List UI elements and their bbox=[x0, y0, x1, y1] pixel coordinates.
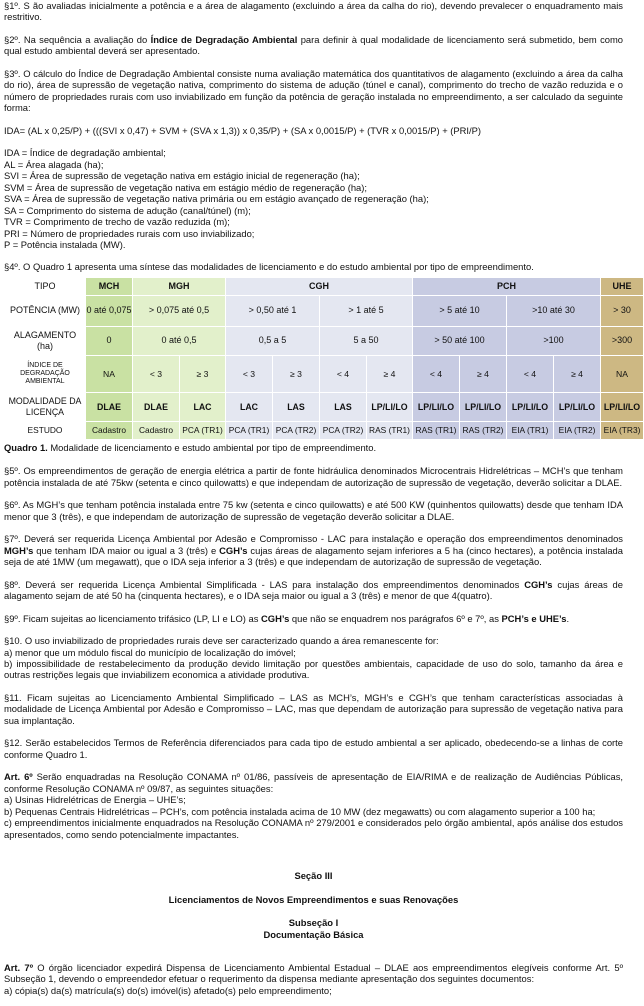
table-header-row bbox=[5, 277, 644, 295]
p7-text: que tenham IDA maior ou igual a 3 (três) e bbox=[33, 544, 220, 556]
table-cell: < 4 bbox=[507, 355, 554, 392]
definition-item: SA = Comprimento do sistema de adução (canal/túnel) (m); bbox=[4, 204, 251, 216]
paragraph-7 bbox=[4, 533, 623, 567]
table-cell: ≥ 4 bbox=[554, 355, 601, 392]
art6-label: Art. 6º bbox=[4, 771, 33, 783]
p7-bold-mgh: MGH’s bbox=[4, 544, 34, 556]
table-cell: Cadastro bbox=[133, 421, 180, 439]
art6-text: Serão enquadradas na Resolução CONAMA nº 01/86, passíveis de apresentação de EIA/RIMA e de realização de Audiências Públicas, conforme Resolução CONAMA nº 09/87, as seguintes situações: bbox=[4, 771, 624, 794]
table-row-ida bbox=[5, 355, 644, 392]
paragraph-12: §12. Serão estabelecidos Termos de Referência diferenciados para cada tipo de estudo ambiental a ser aplicado, obedecendo-se a linhas de corte conforme Quadro 1. bbox=[4, 737, 623, 760]
table-cell: >100 bbox=[507, 326, 601, 355]
table-cell: LAC bbox=[226, 392, 273, 421]
table-row-estudo bbox=[5, 421, 644, 439]
paragraph-2-text-end: para definir à qual modalidade de licenciamento será submetido, bem como qual estudo ambiental deverá ser apresentado. bbox=[4, 33, 624, 57]
paragraph-2-text: §2º. Na sequência a avaliação do bbox=[4, 33, 151, 45]
table-cell: > 5 até 10 bbox=[413, 295, 507, 326]
table-cell: 5 a 50 bbox=[320, 326, 413, 355]
quadro-1-table bbox=[4, 277, 644, 440]
table-cell: 0,5 a 5 bbox=[226, 326, 320, 355]
paragraph-4: §4º. O Quadro 1 apresenta uma síntese das modalidades de licenciamento e do estudo ambiental por tipo de empreendimento. bbox=[4, 261, 534, 273]
paragraph-11: §11. Ficam sujeitas ao Licenciamento Ambiental Simplificado – LAS as MCH’s, MGH’s e CGH’s que tenham características associadas à modalidade de Licença Ambiental por Adesão e Compromisso – LAC, mas que dependam de autorização para supressão de vegetação nativa para sua implantação. bbox=[4, 691, 623, 726]
table-cell: LP/LI/LO bbox=[413, 392, 460, 421]
paragraph-10 bbox=[4, 635, 623, 681]
table-cell: EIA (TR1) bbox=[507, 421, 554, 439]
variable-definitions bbox=[4, 147, 623, 250]
table-cell: < 3 bbox=[226, 355, 273, 392]
table-cell: LP/LI/LO bbox=[507, 392, 554, 421]
section-title: Seção III bbox=[294, 870, 333, 882]
table-cell: < 4 bbox=[413, 355, 460, 392]
header-pch: PCH bbox=[413, 277, 601, 295]
table-cell: NA bbox=[86, 355, 133, 392]
table-cell: > 0,50 até 1 bbox=[226, 295, 320, 326]
p8-bold-cgh: CGH’s bbox=[524, 578, 553, 590]
definition-item: SVM = Área de supressão de vegetação nativa em estágio médio de regeneração (ha); bbox=[4, 181, 367, 193]
p9-bold-cgh: CGH’s bbox=[261, 612, 290, 624]
caption-label: Quadro 1. bbox=[4, 441, 48, 453]
caption-text: Modalidade de licenciamento e estudo ambiental por tipo de empreendimento. bbox=[47, 441, 377, 453]
row-label: ESTUDO bbox=[5, 421, 86, 439]
row-label: ÍNDICE DE DEGRADAÇÃO AMBIENTAL bbox=[5, 355, 86, 392]
paragraph-2-bold: Índice de Degradação Ambiental bbox=[150, 33, 298, 45]
table-cell: LP/LI/LO bbox=[367, 392, 413, 421]
list-item: a) menor que um módulo fiscal do município de localização do imóvel; bbox=[4, 646, 296, 658]
paragraph-9 bbox=[4, 613, 623, 624]
table-caption bbox=[4, 442, 623, 453]
p9-bold-pch-uhe: PCH’s e UHE’s bbox=[501, 612, 567, 624]
subsection-subtitle: Documentação Básica bbox=[263, 928, 364, 940]
list-item: c) empreendimentos inicialmente enquadrados na Resolução CONAMA nº 279/2001 e considerados pelo órgão ambiental, após análise dos estudos apresentados, como sendo potencialmente impactantes. bbox=[4, 817, 623, 840]
section-subtitle: Licenciamentos de Novos Empreendimentos e suas Renovações bbox=[168, 893, 459, 905]
paragraph-5: §5º. Os empreendimentos de geração de energia elétrica a partir de fonte hidráulica denominados Microcentrais Hidrelétricas – MCH’s que tenham potência instalada de até 75kw (setenta e cinco quilowatts) e que independam de autorização de supressão de vegetação, deverão solicitar a DLAE. bbox=[4, 465, 623, 488]
header-tipo: TIPO bbox=[5, 277, 86, 295]
definition-item: AL = Área alagada (ha); bbox=[4, 158, 104, 170]
p9-text: que não se enquadrem nos parágrafos 6º e 7º, as bbox=[289, 612, 502, 624]
table-cell: PCA (TR2) bbox=[320, 421, 367, 439]
list-item: b) impossibilidade de restabelecimento da produção devido limitação por questões ambientais, capacidade de uso do solo, tamanho da área e outras restrições legais que inviabilizem economica a atividade produtiva. bbox=[4, 658, 623, 681]
table-cell: RAS (TR1) bbox=[367, 421, 413, 439]
table-cell: LP/LI/LO bbox=[460, 392, 507, 421]
art7-label: Art. 7º bbox=[4, 961, 33, 973]
p9-text: . bbox=[566, 612, 570, 624]
table-cell: ≥ 4 bbox=[460, 355, 507, 392]
definition-item: P = Potência instalada (MW). bbox=[4, 238, 126, 250]
p9-text: §9º. Ficam sujeitas ao licenciamento trifásico (LP, LI e LO) as bbox=[4, 612, 262, 624]
table-cell: > 30 bbox=[601, 295, 644, 326]
article-6 bbox=[4, 771, 623, 794]
p8-text: §8º. Deverá ser requerida Licença Ambiental Simplificada - LAS para instalação dos empreendimentos denominados bbox=[4, 578, 525, 590]
table-cell: < 4 bbox=[320, 355, 367, 392]
article-7 bbox=[4, 962, 623, 985]
ida-formula: IDA= (AL x 0,25/P) + (((SVI x 0,47) + SVM + (SVA x 1,3)) x 0,35/P) + (SA x 0,0015/P) + (TVR x 0,0015/P) + (PRI/P) bbox=[4, 124, 482, 136]
table-cell: >10 até 30 bbox=[507, 295, 601, 326]
table-row-alagamento bbox=[5, 326, 644, 355]
table-cell: Cadastro bbox=[86, 421, 133, 439]
paragraph-6: §6º. As MGH’s que tenham potência instalada entre 75 kw (setenta e cinco quilowatts) e até 500 KW (quinhentos quilowatts) desde que tenham IDA menor que 3 (três), e que independam de autorização de supressão de vegetação deverão solicitar a DLAE. bbox=[4, 499, 623, 522]
table-cell: LP/LI/LO bbox=[601, 392, 644, 421]
paragraph-1: §1º. S ão avaliadas inicialmente a potência e a área de alagamento (excluindo a área da calha do rio), devendo prevalecer o enquadramento mais restritivo. bbox=[4, 0, 623, 23]
art7-text: O órgão licenciador expedirá Dispensa de Licenciamento Ambiental Estadual – DLAE aos empreendimentos elegíveis conforme Art. 5º Subseção 1, devendo o empreendedor efetuar o requerimento da dispensa mediante apresentação dos seguintes documentos: bbox=[4, 961, 623, 985]
table-cell: PCA (TR1) bbox=[226, 421, 273, 439]
header-cgh: CGH bbox=[226, 277, 413, 295]
paragraph-3: §3º. O cálculo do Índice de Degradação Ambiental consiste numa avaliação matemática dos quantitativos de alagamento (excluindo a área da calha do rio), área de supressão de vegetação nativa, comprimento do sistema de adução (túnel e canal), comprimento do trecho de vazão reduzida e o número de propriedades rurais com uso inviabilizado em função da potência de geração instalada no empreendimento, a ser calculado da seguinte forma: bbox=[4, 67, 623, 114]
table-cell: 0 até 0,5 bbox=[133, 326, 226, 355]
header-uhe: UHE bbox=[601, 277, 644, 295]
table-cell: LAS bbox=[273, 392, 320, 421]
list-item: b) Pequenas Centrais Hidrelétricas – PCH’s, com potência instalada acima de 10 MW (dez megawatts) ou com alagamento superior a 100 ha; bbox=[4, 805, 596, 817]
table-cell: ≥ 4 bbox=[367, 355, 413, 392]
table-cell: ≥ 3 bbox=[273, 355, 320, 392]
table-cell: EIA (TR2) bbox=[554, 421, 601, 439]
table-row-potencia bbox=[5, 295, 644, 326]
row-label: ALAGAMENTO (ha) bbox=[5, 326, 86, 355]
table-cell: NA bbox=[601, 355, 644, 392]
p7-text: cujas áreas de alagamento sejam inferiores a 5 ha (cinco hectares), a potência instalada seja de até 1MW (um megawatt), que o IDA seja inferior a 3 (três) e que independam de autorização de supressão de vegetação. bbox=[4, 544, 623, 568]
table-cell: LAC bbox=[180, 392, 226, 421]
row-label: POTÊNCIA (MW) bbox=[5, 295, 86, 326]
table-cell: < 3 bbox=[133, 355, 180, 392]
p7-bold-cgh: CGH’s bbox=[219, 544, 248, 556]
table-cell: RAS (TR2) bbox=[460, 421, 507, 439]
article-6-items bbox=[4, 794, 623, 840]
table-cell: 0 bbox=[86, 326, 133, 355]
table-cell: > 0,075 até 0,5 bbox=[133, 295, 226, 326]
list-item: a) Usinas Hidrelétricas de Energia – UHE’s; bbox=[4, 794, 186, 806]
p7-text: §7º. Deverá ser requerida Licença Ambiental por Adesão e Compromisso - LAC para instalação e operação dos empreendimentos denominados bbox=[4, 533, 623, 545]
header-mgh: MGH bbox=[133, 277, 226, 295]
subsection-title: Subseção I bbox=[288, 917, 339, 929]
paragraph-8 bbox=[4, 579, 623, 602]
paragraph-2 bbox=[4, 34, 623, 57]
table-cell: DLAE bbox=[86, 392, 133, 421]
row-label: MODALIDADE DA LICENÇA bbox=[5, 392, 86, 421]
table-cell: LAS bbox=[320, 392, 367, 421]
table-cell: DLAE bbox=[133, 392, 180, 421]
definition-item: IDA = Índice de degradação ambiental; bbox=[4, 147, 166, 159]
table-cell: ≥ 3 bbox=[180, 355, 226, 392]
list-item: a) cópia(s) da(s) matrícula(s) do(s) imóvel(is) afetado(s) pelo empreendimento; bbox=[4, 984, 332, 996]
definition-item: SVA = Área de supressão de vegetação nativa primária ou em estágio avançado de regeneração (ha); bbox=[4, 193, 429, 205]
definition-item: SVI = Área de supressão de vegetação nativa em estágio inicial de regeneração (ha); bbox=[4, 170, 360, 182]
table-cell: PCA (TR2) bbox=[273, 421, 320, 439]
table-cell: >300 bbox=[601, 326, 644, 355]
table-cell: LP/LI/LO bbox=[554, 392, 601, 421]
table-cell: > 1 até 5 bbox=[320, 295, 413, 326]
table-cell: EIA (TR3) bbox=[601, 421, 644, 439]
p8-text: cujas áreas de alagamento sejam de até 50 ha (cinquenta hectares), e o IDA seja maior ou igual a 3 (três) e menor de que 4(quatro). bbox=[4, 578, 623, 602]
definition-item: TVR = Comprimento de trecho de vazão reduzida (m); bbox=[4, 216, 230, 228]
table-cell: > 50 até 100 bbox=[413, 326, 507, 355]
list-item: §10. O uso inviabilizado de propriedades rurais deve ser caracterizado quando a área remanescente for: bbox=[4, 635, 439, 647]
table-row-modalidade bbox=[5, 392, 644, 421]
definition-item: PRI = Número de propriedades rurais com uso inviabilizado; bbox=[4, 227, 255, 239]
table-cell: PCA (TR1) bbox=[180, 421, 226, 439]
header-mch: MCH bbox=[86, 277, 133, 295]
table-cell: 0 até 0,075 bbox=[86, 295, 133, 326]
table-cell: RAS (TR1) bbox=[413, 421, 460, 439]
